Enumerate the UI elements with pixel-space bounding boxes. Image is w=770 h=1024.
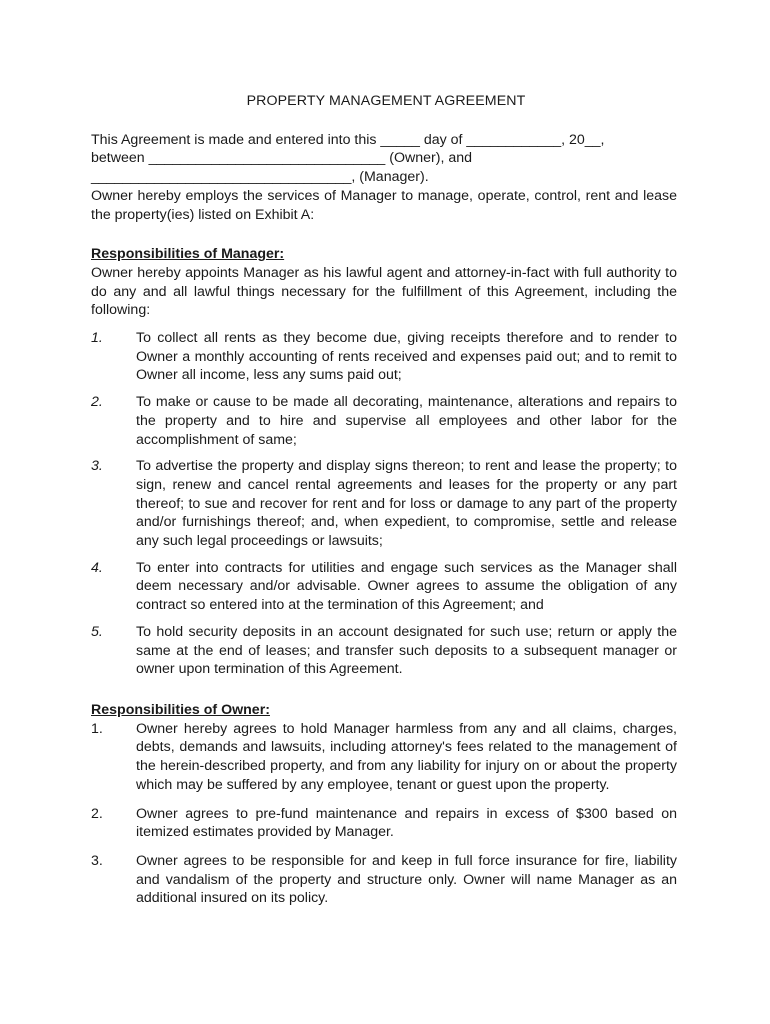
list-item-text: To hold security deposits in an account designated for such use; return or apply the same at the end of leases; and transfer such deposits to a subsequent manager or owner upon termination of this Agreement. bbox=[136, 623, 677, 678]
list-item bbox=[91, 852, 677, 908]
list-item bbox=[91, 623, 677, 679]
manager-responsibilities-list bbox=[91, 329, 677, 679]
list-item-text: To collect all rents as they become due, giving receipts therefore and to render to Owner a monthly accounting of rents received and expenses paid out; and to remit to Owner all income, less any sums paid out; bbox=[136, 330, 677, 384]
list-item-text: Owner agrees to be responsible for and keep in full force insurance for fire, liability and vandalism of the property and structure only. Owner will name Manager as an additional insured on its policy. bbox=[136, 852, 677, 907]
owner-section-heading: Responsibilities of Owner: bbox=[91, 701, 270, 718]
intro-line-date: This Agreement is made and entered into this _____ day of ____________, 20__, bbox=[91, 131, 605, 148]
list-item-number: 1. bbox=[91, 330, 103, 347]
list-item bbox=[91, 393, 677, 449]
list-item-text: Owner agrees to pre-fund maintenance and repairs in excess of $300 based on itemized estimates provided by Manager. bbox=[136, 805, 677, 841]
intro-line-manager: _________________________________, (Manager). bbox=[91, 169, 429, 186]
list-item-number: 1. bbox=[91, 720, 103, 737]
list-item-number: 5. bbox=[91, 623, 103, 640]
list-item-text: Owner hereby agrees to hold Manager harmless from any and all claims, charges, debts, demands and lawsuits, including attorney's fees related to the management of the herein-described property, and from any liability for injury on or about the property which may be suffered by any employee, tenant or guest upon the property. bbox=[136, 720, 677, 793]
list-item bbox=[91, 720, 677, 795]
list-item bbox=[91, 329, 677, 385]
intro-paragraph: Owner hereby employs the services of Manager to manage, operate, control, rent and lease the property(ies) listed on Exhibit A: bbox=[91, 187, 677, 223]
manager-section-intro: Owner hereby appoints Manager as his lawful agent and attorney-in-fact with full authority to do any and all lawful things necessary for the fulfillment of this Agreement, including the following: bbox=[91, 264, 677, 319]
list-item-number: 3. bbox=[91, 458, 103, 475]
list-item-text: To enter into contracts for utilities and engage such services as the Manager shall deem necessary and/or advisable. Owner agrees to assume the obligation of any contract so entered into at the termination of this Agreement; and bbox=[136, 559, 677, 614]
list-item-number: 2. bbox=[91, 805, 103, 822]
owner-responsibilities-list bbox=[91, 720, 677, 908]
list-item bbox=[91, 805, 677, 842]
list-item-number: 2. bbox=[91, 394, 103, 411]
list-item-number: 3. bbox=[91, 852, 103, 869]
list-item-text: To advertise the property and display signs thereon; to rent and lease the property; to sign, renew and cancel rental agreements and leases for the property or any part thereof; to sue and recover for rent and for loss or damage to any part of the property and/or furnishings thereof; and, when expedient, to compromise, settle and release any such legal proceedings or lawsuits; bbox=[136, 458, 677, 550]
list-item bbox=[91, 559, 677, 615]
list-item-number: 4. bbox=[91, 559, 103, 576]
document-title: PROPERTY MANAGEMENT AGREEMENT bbox=[246, 93, 526, 109]
intro-line-owner: between ______________________________ (Owner), and bbox=[91, 150, 473, 167]
list-item-text: To make or cause to be made all decorating, maintenance, alterations and repairs to the property and to hire and supervise all employees and other labor for the accomplishment of same; bbox=[136, 394, 677, 448]
manager-section-heading: Responsibilities of Manager: bbox=[91, 246, 285, 263]
document-content bbox=[91, 92, 677, 918]
list-item bbox=[91, 457, 677, 551]
